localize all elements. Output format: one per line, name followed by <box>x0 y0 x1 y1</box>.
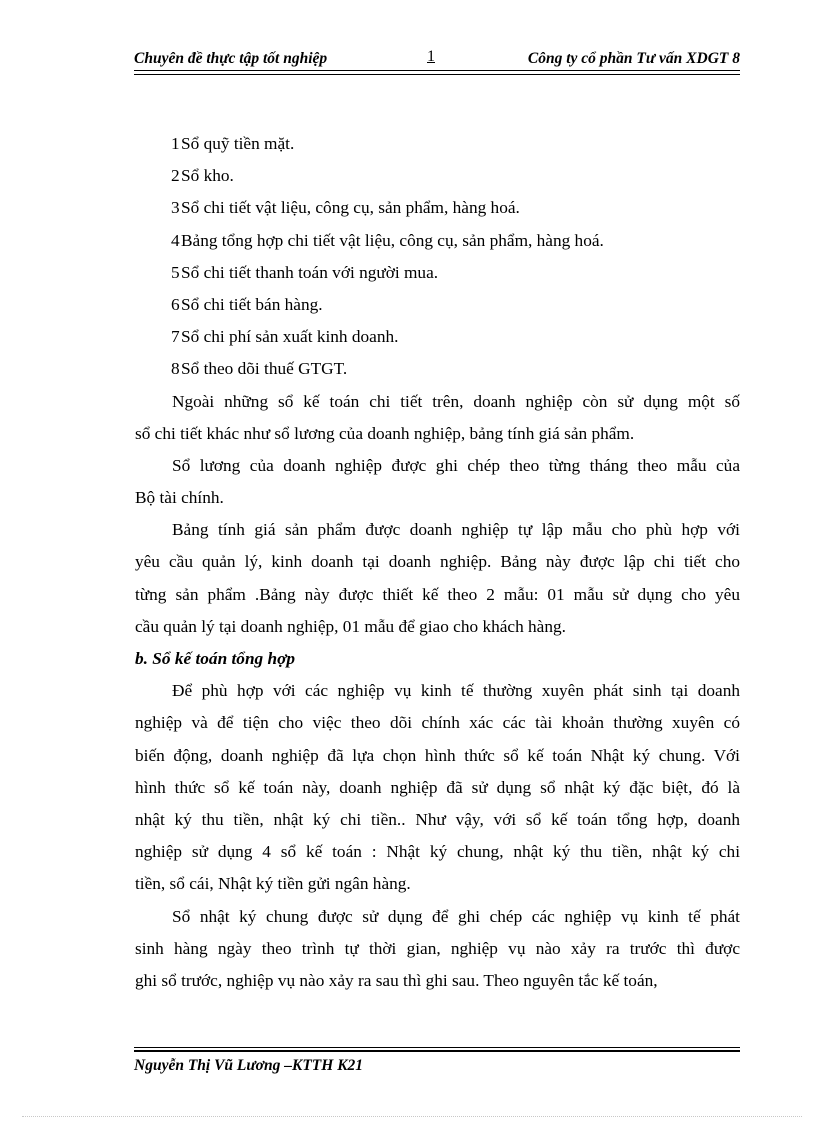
footer-rule <box>134 1047 740 1048</box>
paragraph-line: biến động, doanh nghiệp đã lựa chọn hình thức sổ kế toán Nhật ký chung. Với <box>135 745 740 765</box>
page-number: 1 <box>427 48 435 65</box>
paragraph-line: Bộ tài chính. <box>135 488 224 508</box>
list-item-text: Sổ chi tiết bán hàng. <box>181 294 323 314</box>
page-edge-dots <box>22 1116 802 1117</box>
list-item-number: 5 <box>171 262 180 282</box>
paragraph-line: nghiệp sử dụng 4 sổ kế toán : Nhật ký chung, nhật ký thu tiền, nhật ký chi <box>135 842 740 862</box>
paragraph-line: Sổ lương của doanh nghiệp được ghi chép theo từng tháng theo mẫu của <box>172 455 740 475</box>
list-item-text: Bảng tổng hợp chi tiết vật liệu, công cụ, sản phẩm, hàng hoá. <box>181 230 604 250</box>
header-rule-secondary <box>134 74 740 75</box>
paragraph-line: Sổ nhật ký chung được sử dụng để ghi chép các nghiệp vụ kinh tế phát <box>172 906 740 926</box>
list-item-text: Sổ quỹ tiền mặt. <box>181 134 295 153</box>
footer-rule-thick <box>134 1050 740 1052</box>
list-item-number: 2 <box>171 166 180 186</box>
list-item <box>135 192 740 224</box>
header-report-title: Chuyên đề thực tập tốt nghiệp <box>134 50 328 67</box>
paragraph-line: Ngoài những sổ kế toán chi tiết trên, doanh nghiệp còn sử dụng một số <box>172 391 740 411</box>
header-rule <box>134 70 740 71</box>
list-item <box>135 321 740 353</box>
list-item <box>135 160 740 192</box>
paragraph-line: từng sản phẩm .Bảng này được thiết kế theo 2 mẫu: 01 mẫu sử dụng cho yêu <box>135 584 740 604</box>
list-item-number: 8 <box>171 359 180 379</box>
list-item <box>135 353 740 385</box>
list-item-number: 7 <box>171 327 180 347</box>
list-item <box>135 128 740 160</box>
paragraph-line: nhật ký thu tiền, nhật ký chi tiền.. Như vậy, với sổ kế toán tổng hợp, doanh <box>135 809 740 829</box>
list-item-number: 3 <box>171 198 180 218</box>
header-company-name: Công ty cổ phần Tư vấn XDGT 8 <box>527 50 740 67</box>
list-item <box>135 225 740 257</box>
list-item-text: Sổ kho. <box>181 166 234 186</box>
paragraph-line: nghiệp và để tiện cho việc theo dõi chính xác các tài khoản thường xuyên có <box>135 713 740 733</box>
paragraph-line: hình thức sổ kế toán này, doanh nghiệp đã sử dụng sổ nhật ký đặc biệt, đó là <box>135 777 740 797</box>
paragraph-line: Để phù hợp với các nghiệp vụ kinh tế thường xuyên phát sinh tại doanh <box>172 681 740 701</box>
list-item-text: Sổ chi phí sản xuất kinh doanh. <box>181 327 399 347</box>
document-body <box>135 128 740 997</box>
list-item-number: 1 <box>171 134 180 153</box>
list-item <box>135 289 740 321</box>
paragraph-line: sinh hàng ngày theo trình tự thời gian, nghiệp vụ nào xảy ra trước thì được <box>135 938 740 958</box>
list-item-text: Sổ chi tiết thanh toán với người mua. <box>181 262 439 282</box>
page-header <box>134 48 740 70</box>
footer-author: Nguyễn Thị Vũ Lương –KTTH K21 <box>134 1057 364 1074</box>
list-item-number: 4 <box>171 230 180 250</box>
section-heading: b. Sổ kế toán tổng hợp <box>135 649 296 668</box>
paragraph-line: tiền, sổ cái, Nhật ký tiền gửi ngân hàng. <box>135 874 411 894</box>
list-item <box>135 257 740 289</box>
paragraph-line: ghi sổ trước, nghiệp vụ nào xảy ra sau thì ghi sau. Theo nguyên tắc kế toán, <box>135 970 658 990</box>
paragraph-line: cầu quản lý tại doanh nghiệp, 01 mẫu để giao cho khách hàng. <box>135 616 566 636</box>
paragraph-line: yêu cầu quản lý, kinh doanh tại doanh nghiệp. Bảng này được lập chi tiết cho <box>135 552 740 572</box>
list-item-number: 6 <box>171 294 180 314</box>
list-item-text: Sổ chi tiết vật liệu, công cụ, sản phẩm, hàng hoá. <box>181 198 520 218</box>
list-item-text: Sổ theo dõi thuế GTGT. <box>181 359 348 379</box>
paragraph-line: sổ chi tiết khác như sổ lương của doanh nghiệp, bảng tính giá sản phẩm. <box>135 423 635 443</box>
paragraph-line: Bảng tính giá sản phẩm được doanh nghiệp tự lập mẫu cho phù hợp với <box>172 520 740 540</box>
